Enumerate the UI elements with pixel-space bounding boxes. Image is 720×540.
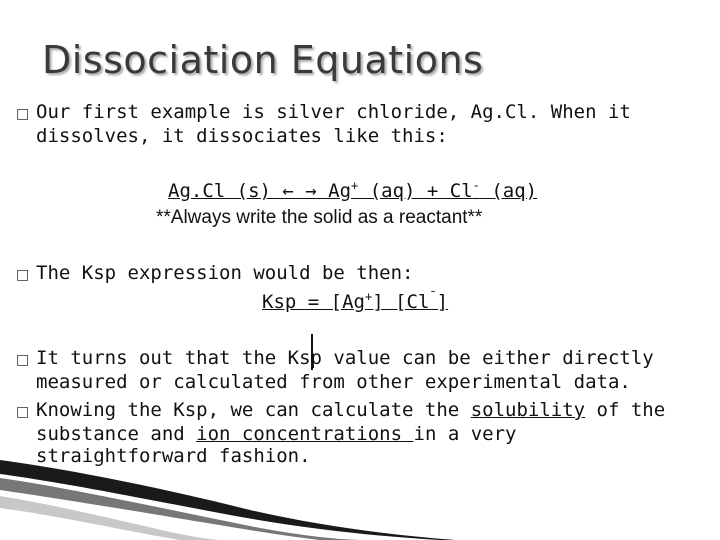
bullet-text-part: Knowing the Ksp, we can calculate the	[36, 399, 471, 421]
bullet-text-part: in a very	[413, 423, 517, 445]
bullet-text-line: dissolves, it dissociates like this:	[36, 125, 448, 147]
bullet-box-icon: □	[16, 404, 30, 420]
solid-reactant-note: **Always write the solid as a reactant**	[156, 207, 483, 228]
equation-ag: Ag	[316, 180, 352, 202]
dissociation-equation	[168, 180, 537, 202]
bullet-text-line: Our first example is silver chloride, Ag.Cl. When it	[36, 101, 631, 123]
cl-charge: -	[472, 178, 480, 193]
ksp-suffix: ]	[436, 291, 449, 313]
bullet-text-line: measured or calculated from other experimental data.	[36, 371, 631, 393]
bullet-silver-chloride	[16, 101, 631, 147]
ion-concentrations-term: ion concentrations	[196, 423, 414, 445]
equilibrium-arrows-icon: ← →	[282, 180, 317, 202]
decorative-swoosh	[0, 440, 460, 540]
ksp-mid: ] [Cl	[372, 291, 430, 313]
bullet-box-icon: □	[16, 106, 30, 122]
slide-title: Dissociation Equations	[42, 38, 484, 82]
ksp-cl-charge: ¯	[429, 289, 437, 304]
ag-charge: +	[351, 178, 359, 193]
bullet-box-icon: □	[16, 352, 30, 368]
equation-right: (aq)	[479, 180, 538, 202]
bullet-ksp-measured	[16, 347, 654, 393]
bullet-text-line: It turns out that the Ksp value can be either directly	[36, 347, 654, 369]
bullet-box-icon: □	[16, 267, 30, 283]
equation-mid: (aq) + Cl	[358, 180, 473, 202]
ksp-ag-charge: +	[364, 289, 373, 304]
equation-reactant: Ag.Cl (s)	[168, 180, 283, 202]
bullet-ksp-expression	[16, 262, 414, 286]
bullet-text-line: The Ksp expression would be then:	[36, 262, 414, 284]
bullet-text-part: of the	[585, 399, 666, 421]
solubility-term: solubility	[470, 399, 586, 421]
ksp-prefix: Ksp = [Ag	[262, 291, 365, 313]
bullet-text-line: straightforward fashion.	[36, 445, 311, 467]
ksp-expression	[262, 291, 448, 313]
bullet-text-part: substance and	[36, 423, 197, 445]
